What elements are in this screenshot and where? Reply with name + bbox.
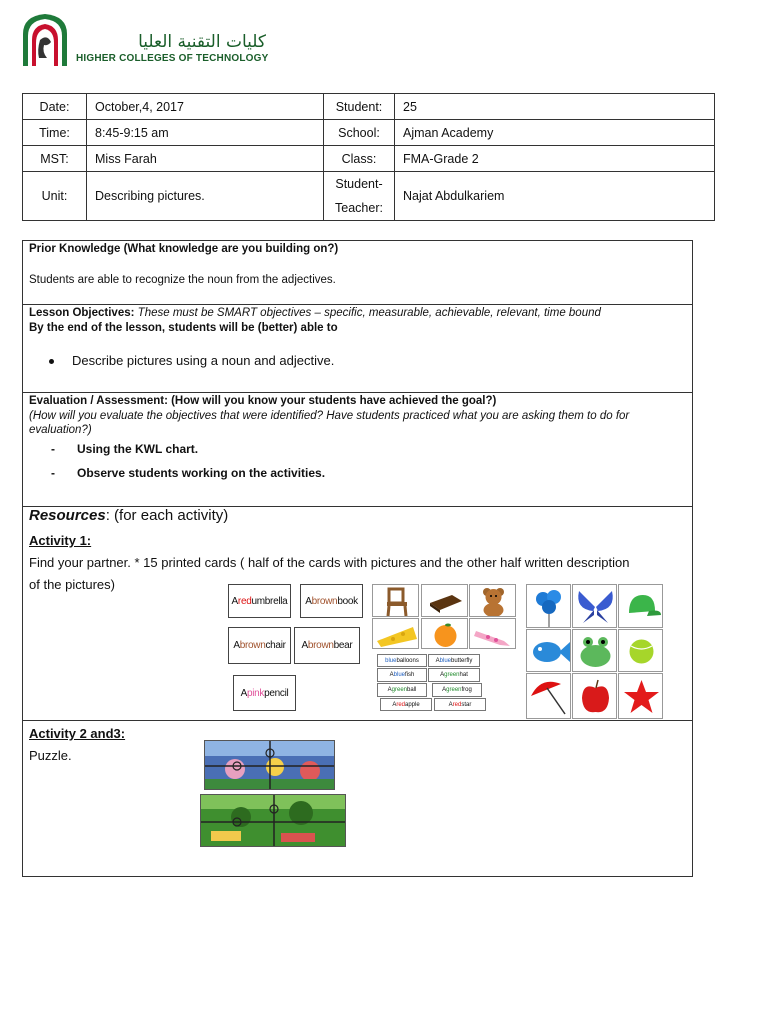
objectives-heading-italic: These must be SMART objectives – specific, measurable, achievable, relevant, time bound (137, 307, 601, 319)
mini-word-card: A red star (434, 698, 486, 711)
class-value: FMA-Grade 2 (395, 146, 715, 172)
hat-picture (618, 584, 663, 628)
mini-word-card: A green hat (428, 668, 480, 682)
word-card: A red umbrella (228, 584, 291, 618)
evaluation-note-line2: evaluation?) (29, 424, 92, 436)
dash-icon: - (51, 442, 55, 456)
evaluation-heading: Evaluation / Assessment: (How will you know your students have achieved the goal?) (29, 395, 497, 407)
bullet-icon (49, 359, 54, 364)
objectives-heading-bold: Lesson Objectives: (29, 307, 135, 319)
mini-word-card: A blue butterfly (428, 654, 480, 667)
student-teacher-label (324, 172, 395, 221)
evaluation-item-text: Using the KWL chart. (77, 442, 199, 456)
puzzle-picture-1 (204, 740, 335, 790)
activity23-text: Puzzle. (29, 748, 72, 763)
prior-knowledge-heading: Prior Knowledge (What knowledge are you building on?) (29, 243, 339, 255)
logo-arabic-text: كليات التقنية العليا (138, 32, 266, 52)
evaluation-item (51, 442, 198, 456)
date-value: October,4, 2017 (87, 94, 324, 120)
umbrella-picture (526, 673, 571, 719)
student-teacher-label-line1: Student- (335, 177, 383, 191)
resources-heading-italic: Resources (29, 507, 106, 524)
resources-heading-rest: : (for each activity) (105, 507, 229, 524)
mini-word-card: A red apple (380, 698, 432, 711)
student-label: Student: (324, 94, 395, 120)
activity1-line2: of the pictures) (29, 577, 115, 592)
word-card: A brown chair (228, 627, 291, 664)
student-value: 25 (395, 94, 715, 120)
word-card: A brown bear (294, 627, 360, 664)
word-card: A brown book (300, 584, 363, 618)
evaluation-note-line1: (How will you evaluate the objectives that were identified? Have students practiced what you are asking them to do for (29, 410, 630, 422)
hct-emblem-icon (20, 12, 70, 68)
objective-bullet-item (49, 353, 334, 368)
prior-knowledge-section (22, 240, 693, 304)
mini-word-card: A green ball (377, 683, 427, 697)
lesson-info-table (22, 93, 715, 221)
resources-heading (29, 507, 228, 524)
frog-picture (572, 629, 617, 672)
apple-picture (572, 673, 617, 719)
objectives-heading (29, 307, 601, 319)
mini-word-card: A green frog (432, 683, 482, 697)
prior-knowledge-text: Students are able to recognize the noun from the adjectives. (29, 274, 336, 286)
activity-2-3-section (22, 720, 693, 877)
lesson-objectives-section (22, 304, 693, 392)
mini-word-card: blue balloons (377, 654, 427, 667)
orange-picture (421, 618, 468, 649)
mini-word-card: A blue fish (377, 668, 427, 682)
class-label: Class: (324, 146, 395, 172)
student-teacher-label-line2: Teacher: (335, 201, 383, 215)
unit-label: Unit: (23, 172, 87, 221)
school-value: Ajman Academy (395, 120, 715, 146)
cheese-picture (372, 618, 419, 649)
balloons-picture (526, 584, 571, 628)
fish-picture (526, 629, 571, 672)
objectives-lead: By the end of the lesson, students will be (better) able to (29, 322, 338, 334)
star-picture (618, 673, 663, 719)
word-card: A pink pencil (233, 675, 296, 711)
activity1-title: Activity 1: (29, 533, 92, 548)
date-label: Date: (23, 94, 87, 120)
time-value: 8:45-9:15 am (87, 120, 324, 146)
activity1-line1: Find your partner. * 15 printed cards ( half of the cards with pictures and the other half written description (29, 555, 630, 570)
evaluation-item (51, 466, 325, 480)
evaluation-item-text: Observe students working on the activities. (77, 466, 326, 480)
puzzle-picture-2 (200, 794, 346, 847)
dash-icon: - (51, 466, 55, 480)
objective-bullet-text: Describe pictures using a noun and adjective. (72, 353, 335, 368)
butterfly-picture (572, 584, 617, 628)
ball-picture (618, 629, 663, 672)
mst-value: Miss Farah (87, 146, 324, 172)
book-picture (421, 584, 468, 617)
logo-english-text: HIGHER COLLEGES OF TECHNOLOGY (76, 53, 269, 64)
activity23-title: Activity 2 and3: (29, 726, 126, 741)
student-teacher-value: Najat Abdulkariem (395, 172, 715, 221)
mst-label: MST: (23, 146, 87, 172)
bear-picture (469, 584, 516, 617)
evaluation-section (22, 392, 693, 506)
time-label: Time: (23, 120, 87, 146)
chair-picture (372, 584, 419, 617)
hct-logo (20, 10, 270, 70)
unit-value: Describing pictures. (87, 172, 324, 221)
pencil-picture (469, 618, 516, 649)
school-label: School: (324, 120, 395, 146)
